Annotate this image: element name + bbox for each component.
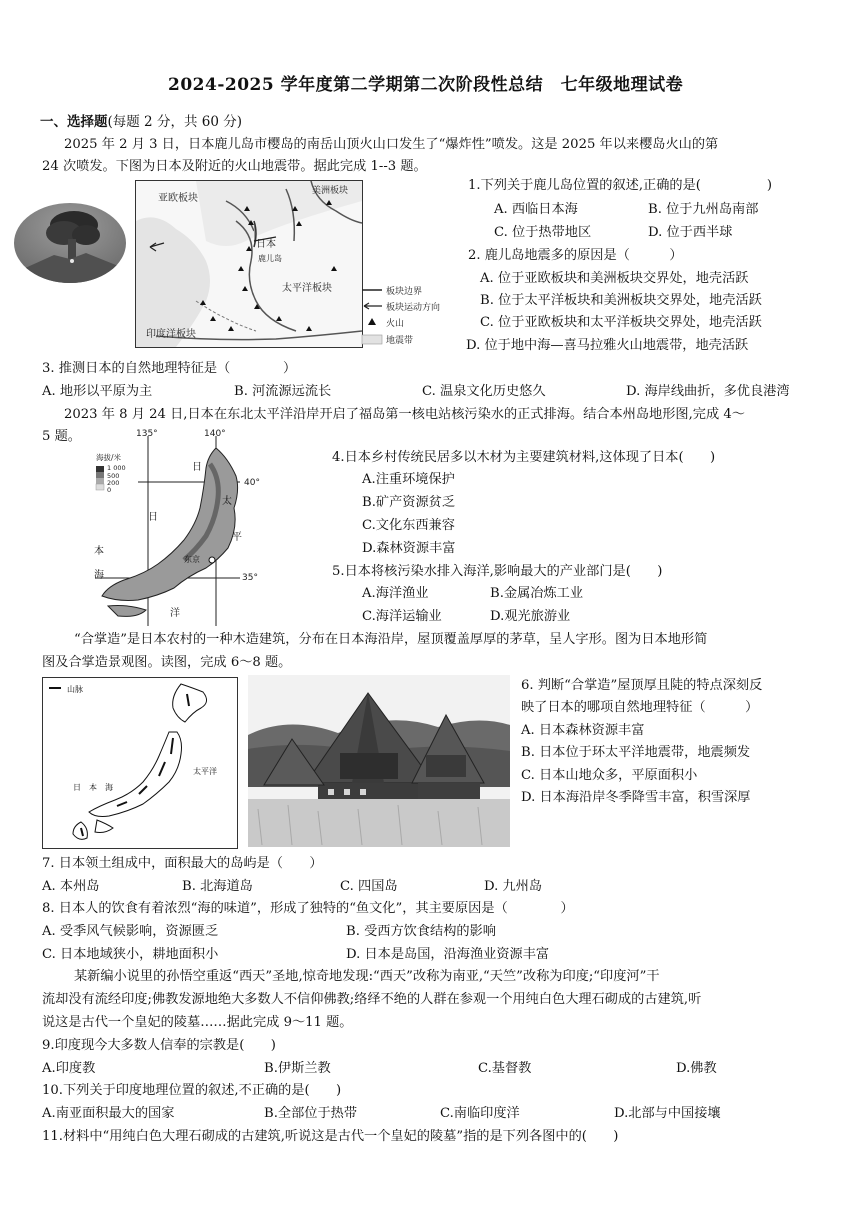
lon-140-label: 140° bbox=[204, 429, 226, 439]
q2-option-a: A. 位于亚欧板块和美洲板块交界处，地壳活跃 bbox=[480, 271, 749, 286]
q9-option-a: A.印度教 bbox=[42, 1061, 96, 1076]
honshu-topographic-map bbox=[88, 428, 278, 628]
q1-option-d: D. 位于西半球 bbox=[648, 225, 733, 240]
elevation-0: 0 bbox=[107, 486, 112, 494]
material2-line1: 2023 年 8 月 24 日,日本在东北太平洋沿岸开启了福岛第一核电站核污染水的正式排海。结合本州岛地形图,完成 4～ bbox=[64, 407, 745, 422]
section-label: 一、选择题 bbox=[40, 114, 108, 130]
q4-option-a: A.注重环境保护 bbox=[362, 472, 455, 487]
q5-stem: 5.日本将核污染水排入海洋,影响最大的产业部门是( ) bbox=[332, 564, 663, 579]
elevation-1000: 1 000 bbox=[107, 464, 126, 472]
q9-option-d: D.佛教 bbox=[676, 1061, 717, 1076]
q5-option-b: B.金属冶炼工业 bbox=[490, 586, 584, 601]
lon-135-label: 135° bbox=[136, 429, 158, 439]
label-indian-plate: 印度洋板块 bbox=[146, 329, 196, 340]
sea-left-char-1: 日 bbox=[148, 512, 158, 523]
material3-line2: 图及合掌造景观图。读图，完成 6～8 题。 bbox=[42, 655, 292, 670]
gassho-zukuri-photo bbox=[248, 675, 510, 847]
material4-line2: 流却没有流经印度;佛教发源地绝大多数人不信仰佛教;络绎不绝的人群在参观一个用纯白色大理石砌成的古建筑,听 bbox=[42, 992, 702, 1007]
q8-option-a: A. 受季风气候影响，资源匮乏 bbox=[42, 924, 219, 939]
japan-terrain-sketch bbox=[42, 677, 238, 849]
section-heading bbox=[40, 113, 242, 131]
q6-stem-line2: 映了日本的哪项自然地理特征（ ） bbox=[521, 700, 759, 715]
q8-option-d: D. 日本是岛国，沿海渔业资源丰富 bbox=[346, 947, 550, 962]
label-pacific-plate: 太平洋板块 bbox=[282, 283, 332, 294]
q9-option-b: B.伊斯兰教 bbox=[264, 1061, 331, 1076]
page-title: 2024-2025 学年度第二学期第二次阶段性总结 七年级地理试卷 bbox=[168, 75, 684, 95]
q6-option-c: C. 日本山地众多，平原面积小 bbox=[521, 768, 698, 783]
q3-option-c: C. 温泉文化历史悠久 bbox=[422, 384, 546, 399]
legend-plate-direction: 板块运动方向 bbox=[386, 303, 441, 313]
q1-option-a: A. 西临日本海 bbox=[494, 202, 578, 217]
q6-option-a: A. 日本森林资源丰富 bbox=[521, 723, 645, 738]
q2-option-b: B. 位于太平洋板块和美洲板块交界处，地壳活跃 bbox=[480, 293, 762, 308]
q10-option-a: A.南亚面积最大的国家 bbox=[42, 1106, 175, 1121]
q4-option-d: D.森林资源丰富 bbox=[362, 541, 456, 556]
material1-line2: 24 次喷发。下图为日本及附近的火山地震带。据此完成 1--3 题。 bbox=[42, 159, 427, 174]
q5-option-a: A.海洋渔业 bbox=[362, 586, 429, 601]
q9-option-c: C.基督教 bbox=[478, 1061, 532, 1076]
label-kagoshima: 鹿儿岛 bbox=[258, 254, 282, 263]
q2-option-c: C. 位于亚欧板块和太平洋板块交界处，地壳活跃 bbox=[480, 315, 762, 330]
q2-stem: 2. 鹿儿岛地震多的原因是（ ） bbox=[468, 248, 683, 263]
material2-line2: 5 题。 bbox=[42, 429, 81, 444]
q9-stem: 9.印度现今大多数人信奉的宗教是( ) bbox=[42, 1038, 276, 1053]
lat-40-label: 40° bbox=[244, 478, 260, 488]
q10-option-b: B.全部位于热带 bbox=[264, 1106, 358, 1121]
sea-left-char-3: 海 bbox=[94, 570, 104, 581]
section-note: (每题 2 分，共 60 分) bbox=[107, 114, 242, 130]
q3-stem: 3. 推测日本的自然地理特征是（ ） bbox=[42, 361, 297, 376]
q2-option-d: D. 位于地中海—喜马拉雅火山地震带，地壳活跃 bbox=[466, 338, 749, 353]
q4-option-c: C.文化东西兼容 bbox=[362, 518, 455, 533]
q6-stem-line1: 6. 判断“合掌造”屋顶厚且陡的特点深刻反 bbox=[521, 678, 763, 693]
q10-stem: 10.下列关于印度地理位置的叙述,不正确的是( ) bbox=[42, 1083, 342, 1098]
tokyo-label: 东京 bbox=[184, 555, 200, 564]
legend-seismic-zone: 地震带 bbox=[386, 336, 414, 346]
lat-35-label: 35° bbox=[242, 573, 258, 583]
material4-line3: 说这是古代一个皇妃的陵墓……据此完成 9～11 题。 bbox=[42, 1015, 353, 1030]
q1-stem: 1.下列关于鹿儿岛位置的叙述,正确的是( ) bbox=[468, 178, 772, 193]
elevation-200: 200 bbox=[107, 479, 120, 487]
q3-option-a: A. 地形以平原为主 bbox=[42, 384, 153, 399]
legend-mountain: 山脉 bbox=[67, 685, 83, 694]
label-american-plate: 美洲板块 bbox=[312, 186, 349, 196]
sea-left-char-2: 本 bbox=[94, 546, 104, 557]
q4-stem: 4.日本乡村传统民居多以木材为主要建筑材料,这体现了日本( ) bbox=[332, 450, 716, 465]
q6-option-d: D. 日本海沿岸冬季降雪丰富，积雪深厚 bbox=[521, 790, 751, 805]
material4-line1: 某新编小说里的孙悟空重返“西天”圣地,惊奇地发现:“西天”改称为南亚,“天竺”改称为印度;“印度河”干 bbox=[74, 969, 660, 984]
q5-option-c: C.海洋运输业 bbox=[362, 609, 442, 624]
label-japan: 日本 bbox=[256, 239, 276, 250]
elevation-500: 500 bbox=[107, 472, 120, 480]
q11-stem: 11.材料中“用纯白色大理石砌成的古建筑,听说这是古代一个皇妃的陵墓”指的是下列各图中的( ) bbox=[42, 1129, 619, 1144]
sea-right-char-1: 日 bbox=[192, 462, 202, 473]
q8-option-b: B. 受西方饮食结构的影响 bbox=[346, 924, 496, 939]
legend-volcano: 火山 bbox=[386, 319, 405, 329]
q10-option-c: C.南临印度洋 bbox=[440, 1106, 520, 1121]
legend-plate-boundary: 板块边界 bbox=[386, 287, 423, 297]
q1-option-c: C. 位于热带地区 bbox=[494, 225, 592, 240]
sea-right-char-2: 太 bbox=[222, 496, 232, 507]
sea-right-char-3: 平 bbox=[232, 532, 242, 543]
q8-option-c: C. 日本地域狭小，耕地面积小 bbox=[42, 947, 219, 962]
sea-right-char-4: 洋 bbox=[170, 608, 180, 619]
q7-option-a: A. 本州岛 bbox=[42, 879, 100, 894]
q5-option-d: D.观光旅游业 bbox=[490, 609, 571, 624]
pacific-label: 太平洋 bbox=[193, 767, 217, 776]
volcano-photo bbox=[14, 203, 126, 283]
q3-option-b: B. 河流源远流长 bbox=[234, 384, 332, 399]
material1-line1: 2025 年 2 月 3 日，日本鹿儿岛市樱岛的南岳山顶火山口发生了“爆炸性”喷发。这是 2025 年以来樱岛火山的第 bbox=[64, 137, 719, 152]
q7-stem: 7. 日本领土组成中，面积最大的岛屿是（ ） bbox=[42, 856, 323, 871]
material3-line1: “合掌造”是日本农村的一种木造建筑，分布在日本海沿岸，屋顶覆盖厚厚的茅草，呈人字形。图为日本地形简 bbox=[74, 632, 708, 647]
q7-option-b: B. 北海道岛 bbox=[182, 879, 253, 894]
elevation-legend-title: 海拔/米 bbox=[96, 453, 122, 462]
label-eurasian-plate: 亚欧板块 bbox=[158, 193, 198, 204]
q10-option-d: D.北部与中国接壤 bbox=[614, 1106, 721, 1121]
q1-option-b: B. 位于九州岛南部 bbox=[648, 202, 759, 217]
map1-legend bbox=[360, 283, 448, 349]
q3-option-d: D. 海岸线曲折，多优良港湾 bbox=[626, 384, 790, 399]
q8-stem: 8. 日本人的饮食有着浓烈“海的味道”，形成了独特的“鱼文化”，其主要原因是（ ） bbox=[42, 901, 574, 916]
sea-of-japan-label: 日 本 海 bbox=[73, 783, 113, 792]
q7-option-d: D. 九州岛 bbox=[484, 879, 543, 894]
volcano-earthquake-map bbox=[135, 180, 363, 348]
q7-option-c: C. 四国岛 bbox=[340, 879, 398, 894]
q4-option-b: B.矿产资源贫乏 bbox=[362, 495, 456, 510]
q6-option-b: B. 日本位于环太平洋地震带，地震频发 bbox=[521, 745, 751, 760]
